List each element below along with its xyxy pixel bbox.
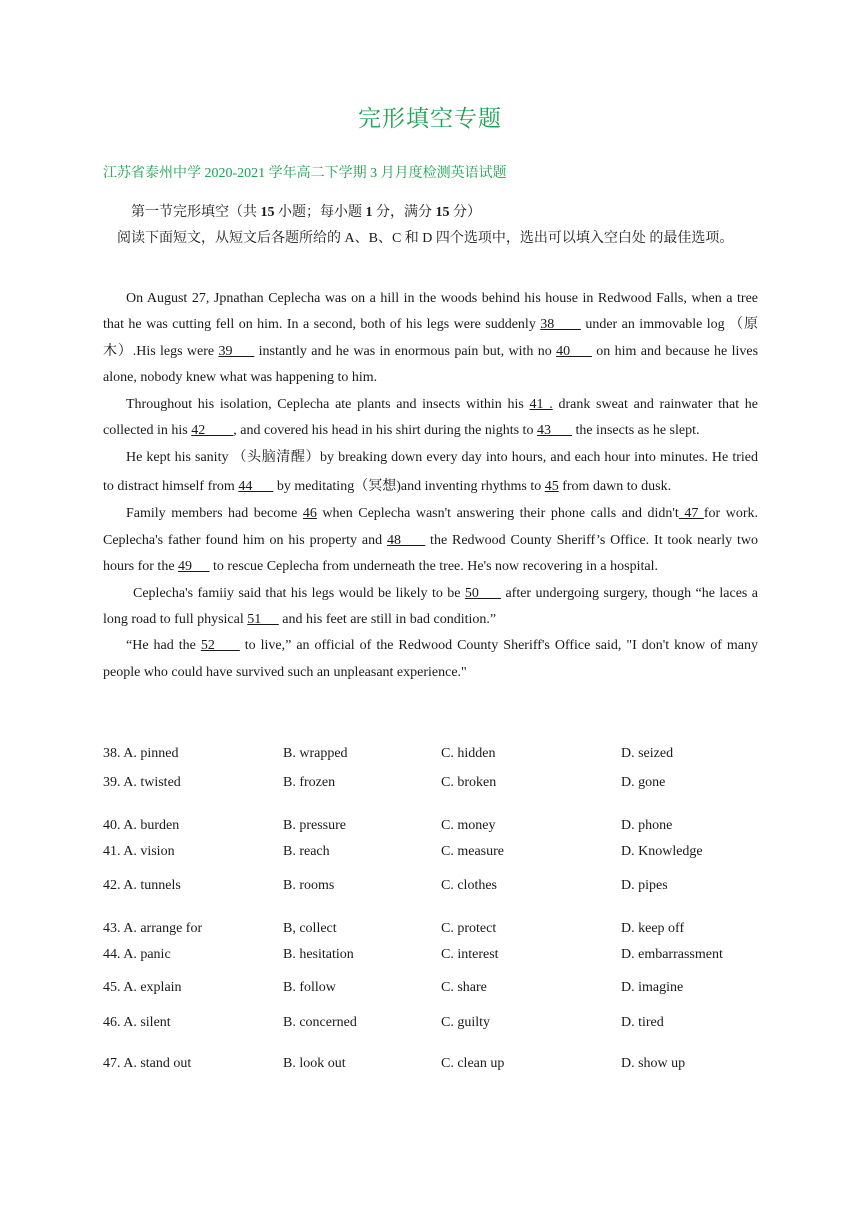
blank-43: 43 xyxy=(536,423,572,439)
blank-47: 47 xyxy=(678,506,704,522)
option-a: 38. A. pinned xyxy=(103,746,179,761)
blank-52: 52 xyxy=(200,638,240,654)
option-b: B. concerned xyxy=(283,1015,357,1030)
option-row xyxy=(103,980,763,1000)
option-c: C. hidden xyxy=(441,746,496,761)
blank-46: 46 xyxy=(302,506,317,522)
option-c: C. interest xyxy=(441,947,499,962)
option-a: 41. A. vision xyxy=(103,844,175,859)
option-a: 45. A. explain xyxy=(103,980,182,995)
option-c: C. broken xyxy=(441,775,497,790)
blank-49: 49 xyxy=(178,559,210,575)
option-b: B. pressure xyxy=(283,818,346,833)
blank-45: 45 xyxy=(544,478,559,494)
blank-50: 50 xyxy=(464,585,502,601)
option-row xyxy=(103,844,763,864)
option-row xyxy=(103,1056,763,1076)
blank-39: 39 xyxy=(218,343,255,359)
blank-48: 48 xyxy=(386,532,426,548)
option-row xyxy=(103,1015,763,1035)
option-d: D. Knowledge xyxy=(621,844,703,859)
option-row xyxy=(103,878,763,898)
option-b: B. frozen xyxy=(283,775,336,790)
blank-44: 44 xyxy=(238,478,274,494)
option-a: 40. A. burden xyxy=(103,818,180,833)
blank-51: 51 xyxy=(247,612,279,628)
paragraph-4: Family members had become 46 when Ceplecha wasn't answering their phone calls and didn't 47 for work. Ceplecha's father found him on his property and 48 the Redwood County Sheriff’s Office. It took nearly two hours for the 49 to rescue Ceplecha from underneath the tree. He's now recovering in a hospital. xyxy=(103,506,759,575)
option-d: D. tired xyxy=(621,1015,664,1030)
option-c: C. clean up xyxy=(441,1056,505,1071)
option-d: D. pipes xyxy=(621,878,668,893)
option-d: D. phone xyxy=(621,818,673,833)
option-d: D. keep off xyxy=(621,921,685,936)
blank-42: 42 xyxy=(191,423,234,439)
blank-38: 38 xyxy=(540,317,581,333)
option-a: 39. A. twisted xyxy=(103,775,181,790)
option-row xyxy=(103,947,763,967)
option-a: 47. A. stand out xyxy=(103,1056,192,1071)
option-c: C. measure xyxy=(441,844,504,859)
paragraph-2: Throughout his isolation, Ceplecha ate plants and insects within his 41 . drank sweat and rainwater that he collected in his 42 , and covered his head in his shirt during the nights to 43 the insects as he slept. xyxy=(103,396,759,439)
option-row xyxy=(103,775,763,795)
option-b: B, collect xyxy=(283,921,337,936)
blank-41: 41 . xyxy=(529,396,553,412)
option-a: 43. A. arrange for xyxy=(103,921,203,936)
option-b: B. follow xyxy=(283,980,336,995)
section-heading: 第一节完形填空（共 15 小题；每小题 1 分，满分 15 分） xyxy=(131,205,481,220)
option-row xyxy=(103,746,763,766)
option-d: D. embarrassment xyxy=(621,947,723,962)
section-intro xyxy=(103,200,758,253)
paragraph-3: He kept his sanity （头脑清醒）by breaking down every day into hours, and each hour into minutes. He tried to distract himself from 44 by meditating（冥想)and inventing rhythms to 45 from dawn to dusk. xyxy=(103,450,758,494)
option-c: C. guilty xyxy=(441,1015,491,1030)
option-b: B. reach xyxy=(283,844,330,859)
option-b: B. look out xyxy=(283,1056,346,1071)
option-c: C. protect xyxy=(441,921,497,936)
option-d: D. gone xyxy=(621,775,666,790)
option-a: 42. A. tunnels xyxy=(103,878,181,893)
blank-40: 40 xyxy=(556,343,592,359)
option-row xyxy=(103,818,763,838)
option-d: D. seized xyxy=(621,746,674,761)
option-row xyxy=(103,921,763,941)
paragraph-6: “He had the 52 to live,” an official of the Redwood County Sheriff's Office said, "I don't know of many people who could have survived such an unpleasant experience." xyxy=(103,638,759,680)
source-line: 江苏省泰州中学 2020-2021 学年高二下学期 3 月月度检测英语试题 xyxy=(103,166,507,181)
option-d: D. show up xyxy=(621,1056,686,1071)
option-c: C. share xyxy=(441,980,487,995)
option-c: C. money xyxy=(441,818,496,833)
instruction: 阅读下面短文，从短文后各题所给的 A、B、C 和 D 四个选项中，选出可以填入空白处 的最佳选项。 xyxy=(117,231,734,247)
option-b: B. wrapped xyxy=(283,746,348,761)
paragraph-5: Ceplecha's famiiy said that his legs would be likely to be 50 after undergoing surgery, though “he laces a long road to full physical 51 and his feet are still in bad condition.” xyxy=(103,585,758,628)
page-title: 完形填空专题 xyxy=(358,106,502,131)
option-a: 44. A. panic xyxy=(103,947,171,962)
option-d: D. imagine xyxy=(621,980,684,995)
option-b: B. rooms xyxy=(283,878,335,893)
option-a: 46. A. silent xyxy=(103,1015,171,1030)
option-c: C. clothes xyxy=(441,878,497,893)
option-b: B. hesitation xyxy=(283,947,354,962)
passage xyxy=(103,286,758,686)
paragraph-1: On August 27, Jpnathan Ceplecha was on a hill in the woods behind his house in Redwood Falls, when a tree that he was cutting fell on him. In a second, both of his legs were suddenly 38 under an immovable log （原木）.His legs were 39 instantly and he was in enormous pain but, with no 40 on him and because he lives alone, nobody knew what was happening to him. xyxy=(103,291,759,386)
